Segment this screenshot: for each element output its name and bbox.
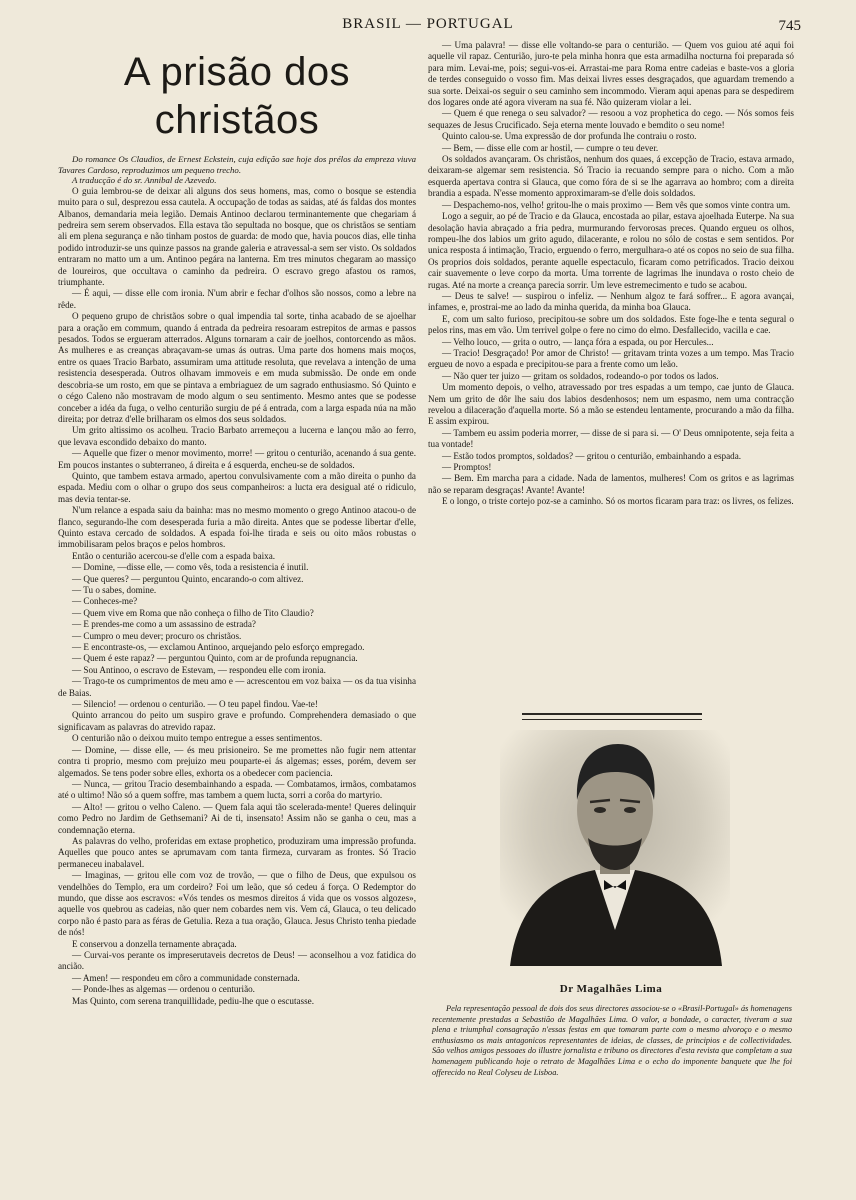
article-paragraph: — E prendes-me como a um assassino de estrada? (72, 619, 256, 630)
article-paragraph: O centurião não o deixou muito tempo entregue a esses sentimentos. (72, 733, 323, 744)
article-paragraph: — Tracio! Desgraçado! Por amor de Christo! — gritavam trinta vozes a um tempo. Mas Tracio ergueu de novo a espada e precipitou-se para a frente como um leão. (428, 347, 794, 370)
article-paragraph: — Aquelle que fizer o menor movimento, morre! — gritou o centurião, acenando á sua gente. Em poucos instantes o subterraneo, á direita e á esquerda, encheu-se de soldados. (58, 448, 416, 470)
running-title: BRASIL — PORTUGAL (342, 16, 514, 32)
translator-note: A traducção é do sr. Annibal de Azevedo. (72, 175, 217, 186)
article-paragraph: — Quem é que renega o seu salvador? — resoou a voz prophetica do cego. — Nós somos feis sequazes de Jesus Crucificado. Seja eterna mente louvado e bemdito o seu nome! (428, 108, 794, 130)
article-paragraph: O guia lembrou-se de deixar ali alguns dos seus homens, mas, como o bosque se estendia muito para o sul, desprezou essa cautela. A occupação de todas as saidas, até ás faldas dos montes Albanos, demandaria meia legião. Demais Antinoo declarou terminantemente que chegariam á pedreira sem serem observados. Ella estava tão sepultada no bosque, que os christãos se sentiam ali em plena segurança e não tinham postos de guarda: de modo que, havia poucos dias, elle tinha podido introduzir-se uns quinze passos na grande galeria e atravessal-a sem ser visto. Os soldados entraram no matto um a um. Antinoo pegára na lanterna. Em tres minutos chegaram ao massiço de loureiros, que occultava o caminho da pedreira. O escravo grego afastou os ramos, triumphante. (58, 185, 416, 288)
article-paragraph: Um momento depois, o velho, atravessado por tres espadas a um tempo, cae junto de Glauca. Nem um grito de dôr lhe saiu dos labios desdenhosos; nem um espasmo, nem uma contracção revelou a dilaceração d'aquella morte. Só a mão se estendeu lentamente, procurando a mão da filha. E assim expirou. (428, 382, 794, 427)
article-paragraph: — Conheces-me? (72, 596, 138, 607)
page-header (0, 14, 856, 38)
article-paragraph: — Cumpro o meu dever; procuro os christãos. (72, 630, 242, 641)
article-paragraph: — Quem é este rapaz? — perguntou Quinto, com ar de profunda repugnancia. (72, 653, 358, 664)
article-paragraph: — Não quer ter juizo — gritam os soldados, rodeando-o por todos os lados. (442, 370, 719, 381)
portrait-caption-text: Pela representação pessoal de dois dos seus directores associou-se o «Brasil-Portugal» ás homenagens recentemente prestadas a Sebastião de Magalhães Lima. O valor, a bondade, o caracter, tiveram a sua plena e triumphal consagração n'essas festas em que tomaram parte com o mesmo alvoroço e o mesmo enthusiasmo os mais antagonicos representantes de ideias, de classes, de principios e de collectividades. São velhos amigos pessoaes do illustre jornalista e tribuno os directores d'esta revista que completam a sua homenagem publicando hoje o retrato de Magalhães Lima e o echo do imponente banquete que lhe foi offerecido no Real Colyseu de Lisboa. (432, 1004, 792, 1077)
left-column (58, 40, 416, 1007)
article-paragraph: Quinto calou-se. Uma expressão de dor profunda lhe contraiu o rosto. (442, 131, 697, 142)
portrait-engraving (500, 730, 730, 966)
article-paragraph: Os soldados avançaram. Os christãos, nenhum dos quaes, á excepção de Tracio, estava armado, deixaram-se algemar sem resistencia. Só Tracio ia recuando sempre para o nicho. Com a mão esquerda apertava contra si Glauca, que como fóra de si se lhe agarrava ao hombro; com a direita brandia a espada. N'esse momento approximaram-se d'elle dois soldados. (428, 154, 794, 199)
article-paragraph: — Uma palavra! — disse elle voltando-se para o centurião. — Quem vos guiou até aqui foi aquelle vil rapaz. Centurião, juro-te pela minha honra que esta armadilha nocturna foi preparada só para mim. Levai-me, pois; segui-vos-ei. Arrastai-me para Roma entre cadeias e baste-vos a gloria de terdes conseguido o vosso fim. Mas deixai livres esses desgraçados, que aguardam tremendo a sua sorte. Deixai-os seguir o seu caminho sem incommodo. Vieram aqui apenas para se despedirem dos logares onde até agora viveram na sua fé. Não quizeram violar a lei. (428, 40, 794, 108)
article-paragraph: — Promptos! (442, 462, 492, 473)
article-paragraph: — Despachemo-nos, velho! gritou-lhe o mais proximo — Bem vês que somos vinte contra um. (442, 199, 791, 210)
article-paragraph: As palavras do velho, proferidas em extase prophetico, produziram uma impressão profunda. Aquelles que pouco antes se aprumavam com tanta firmeza, curvaram as frontes. Só Tracio permaneceu inabalavel. (58, 835, 416, 869)
article-paragraph: — Deus te salve! — suspirou o infeliz. — Nenhum algoz te fará soffrer... E agora avançai, infames, e, prostrai-me ao lado da minha querida, da minha boa Glauca. (428, 290, 794, 313)
section-rule-thin (522, 719, 702, 720)
right-column (428, 40, 794, 508)
article-paragraph: — Curvai-vos perante os impreserutaveis decretos de Deus! — aconselhou a voz fatidica do ancião. (58, 950, 416, 972)
article-paragraph: Quinto arrancou do peito um suspiro grave e profundo. Comprehendera demasiado o que significavam as palavras do atrevido rapaz. (58, 710, 416, 732)
article-paragraph: — Sou Antinoo, o escravo de Estevam, — respondeu elle com ironia. (72, 664, 326, 675)
article-paragraph: — Nunca, — gritou Tracio desembainhando a espada. — Combatamos, irmãos, combatamos até o ultimo! Não só a quem soffre, mas tambem a quem lucta, sorri a corôa do martyrio. (58, 778, 416, 801)
article-paragraph: — Bem. Em marcha para a cidade. Nada de lamentos, mulheres! Com os gritos e as lagrimas não se reparam desgraças! Avante! Avante! (428, 473, 794, 495)
article-paragraph: Então o centurião acercou-se d'elle com a espada baixa. (72, 550, 276, 561)
article-paragraph: — Tu o sabes, domine. (72, 585, 157, 595)
article-paragraph: E o longo, o triste cortejo poz-se a caminho. Só os mortos ficaram para traz: os livres, os felizes. (442, 496, 794, 507)
article-paragraph: Mas Quinto, com serena tranquillidade, pediu-lhe que o escutasse. (72, 995, 314, 1006)
article-paragraph: — Alto! — gritou o velho Caleno. — Quem fala aqui tão scelerada-mente! Queres delinquir como Pedro no Jardim de Gethsemani? Ai de ti, insensato! Assim não se ganha o ceu, mas a condemnação eterna. (58, 801, 416, 835)
article-paragraph: — Bem, — disse elle com ar hostil, — cumpre o teu dever. (442, 142, 659, 153)
section-rule (522, 713, 702, 715)
article-paragraph: — Velho louco, — grita o outro, — lança fóra a espada, ou por Hercules... (442, 336, 714, 347)
right-column-body (428, 40, 794, 508)
article-paragraph: — Domine, — disse elle, — és meu prisioneiro. Se me promettes não fugir nem attentar contra ti proprio, mesmo com prejuizo meu pouparte-ei ás algemas; esses, porém, devem ser algemados. Se tens poder sobre elles, exhorta os a obedecer com paciencia. (58, 744, 416, 778)
article-paragraph: O pequeno grupo de christãos sobre o qual impendia tal sorte, tinha acabado de se ajoelhar para a oração em commum, quando á entrada da pedreira resoaram estrepitos de armas e passos pesados. Todos se ergueram atterrados. Alguns tornaram a cair de joelhos, contorcendo as mãos. As mulheres e as creanças abraçavam-se umas ás outras. Uma parte dos homens mais moços, entre os quaes Tracio Barbato, assumiram uma attitude resoluta, que revelava a intenção de uma resistencia desesperada. Outros olhavam immoveis e em muda submissão. De onde em onde descobria-se um rosto, em que se pintava a embriaguez de um sagrado enthusiasmo. Só Quinto e o cégo Caleno não mostravam de modo algum o seu sentimento. Mesmo antes que se podesse conceber a idéa da fuga, o velho centurião surgiu de pé á entrada, com a larga espada núa na mão direita; por detraz d'elle brilharam os elmos dos seus soldados. (58, 311, 416, 424)
article-paragraph: N'um relance a espada saiu da bainha: mas no mesmo momento o grego Antinoo atacou-o de flanco, segurando-lhe com desesperada furia a mão direita. Antes que se podesse libertar d'elle, Quinto estava cercado de soldados. A espada foi-lhe tirada e seis ou oito mãos robustas o immobilisaram pelos braços e pelos hombros. (58, 505, 416, 550)
article-paragraph: — Amen! — respondeu em côro a communidade consternada. (72, 972, 300, 983)
article-paragraph: E conservou a donzella ternamente abraçada. (72, 938, 237, 949)
article-paragraph: Quinto, que tambem estava armado, apertou convulsivamente com a mão direita o punho da espada. Mediu com o olhar o grupo dos seus companheiros: a lucta era desigual até o ridiculo, mas devia tentar-se. (58, 470, 416, 504)
left-column-body (58, 186, 416, 1007)
article-paragraph: — Tambem eu assim poderia morrer, — disse de si para si. — O' Deus omnipotente, seja feita a tua vontade! (428, 427, 794, 450)
article-paragraph: — Domine, —disse elle, — como vês, toda a resistencia é inutil. (72, 562, 309, 573)
article-paragraph: — Imaginas, — gritou elle com voz de trovão, — que o filho de Deus, que expulsou os vendelhões do Templo, era um cordeiro? Foi um leão, que só cedeu á força. O Redemptor do mundo, que disse aos escravos: «Vós tendes os mesmos direitos á vida que os vossos algozes», aquelle vos quebrou as cadeias, não quer nem cobardes nem vis. Vem cá, Glauca, o teu delicado corpo não é pasto para as féras de Getulia. Reza a tua oração, Glauca. Jesus Christo tenha piedade de nós! (58, 870, 416, 938)
article-paragraph: E, com um salto furioso, precipitou-se sobre um dos soldados. Este foge-lhe e tenta segural o pelos rins, mas em vão. Um terrivel golpe o fere no cimo do elmo. Desfallecido, vacilla e cae. (428, 313, 794, 336)
portrait-caption-name: Dr Magalhães Lima (559, 983, 663, 995)
portrait-photo (500, 730, 730, 966)
article-title: A prisão dos christãos (123, 50, 351, 142)
article-paragraph: Um grito altissimo os acolheu. Tracio Barbato arremeçou a lucerna e lançou mão ao ferro, que levava escondido debaixo do manto. (58, 425, 416, 447)
article-paragraph: — Ponde-lhes as algemas — ordenou o centurião. (72, 984, 255, 995)
article-paragraph: — Estão todos promptos, soldados? — gritou o centurião, embainhando a espada. (442, 450, 742, 461)
article-paragraph: — Que queres? — perguntou Quinto, encarando-o com altivez. (72, 573, 304, 584)
article-paragraph: — Quem vive em Roma que não conheça o filho de Tito Claudio? (72, 607, 314, 618)
article-paragraph: — Trago-te os cumprimentos de meu amo e — acrescentou em voz baixa — os da tua visinha de Baias. (58, 676, 416, 698)
article-paragraph: — E encontraste-os, — exclamou Antinoo, arquejando pelo esforço empregado. (72, 642, 365, 653)
article-paragraph: — É aqui, — disse elle com ironia. N'um abrir e fechar d'olhos são nossos, como a lebre na rêde. (58, 288, 416, 310)
article-intro: Do romance Os Claudios, de Ernest Eckstein, cuja edição sae hoje dos prélos da empreza viuva Tavares Cardoso, reproduzimos um pequeno trecho. (58, 154, 416, 175)
article-paragraph: — Silencio! — ordenou o centurião. — O teu papel findou. Vae-te! (72, 699, 318, 710)
article-paragraph: Logo a seguir, ao pé de Tracio e da Glauca, encostada ao pilar, estava ajoelhada Euterpe. Na sua desolação havia abraçado a fria pedra, murmurando fervorosas preces. Quando ergueu os olhos, rompeu-lhe dos labios um grito agudo, dilacerante, e rolou no sólo de costas e sem sentidos. Por unica resposta á intimação, Tracio, erguendo o ferro, mergulhara-o até os copos no seio de sua filha. Os proprios dois soldados, perante aquelle espectaculo, ficaram como petrificados. Tracio deixou cair suavemente o leve corpo da morta. Uma torrente de lagrimas lhe inundava o rosto cheio de rugas. Até na morte a creança parecia sorrir. Um leve estremecimento e tudo se acabou. (428, 211, 794, 290)
page-number: 745 (778, 18, 801, 34)
